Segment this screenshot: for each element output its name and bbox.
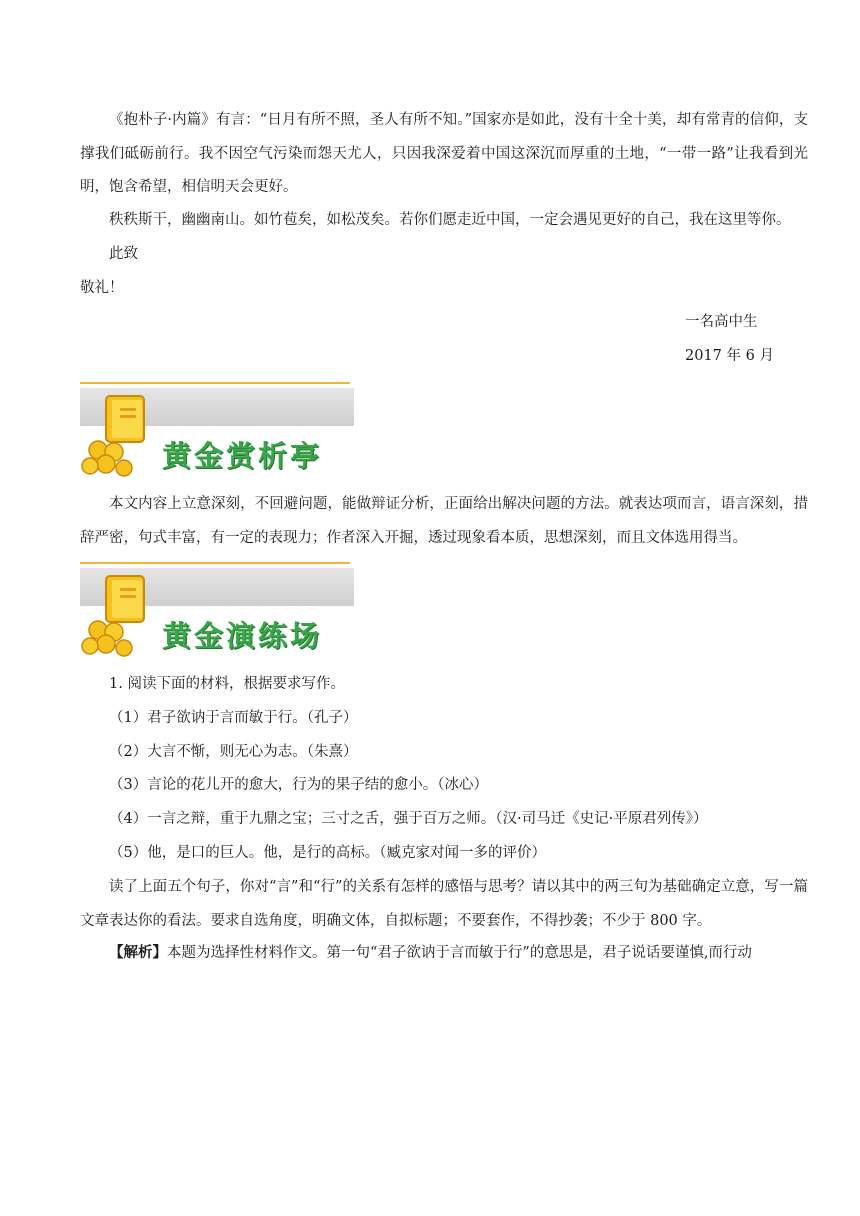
analysis-label: 【解析】 (109, 944, 167, 961)
analysis-text: 本题为选择性材料作文。第一句“君子欲讷于言而敏于行”的意思是，君子说话要谨慎,而行动 (167, 945, 752, 961)
banner-top-line (80, 382, 350, 384)
letter-closing-2: 敬礼！ (80, 280, 124, 296)
practice-question: 1. 阅读下面的材料，根据要求写作。 (109, 676, 345, 692)
appreciation-banner-title: 黄金赏析亭 (162, 439, 323, 473)
material-item-3: （3）言论的花儿开的愈大，行为的果子结的愈小。（冰心） (109, 777, 488, 793)
letter-closing-1: 此致 (109, 246, 138, 262)
appreciation-banner (80, 382, 356, 482)
banner-top-line (80, 562, 350, 564)
material-item-2: （2）大言不惭，则无心为志。（朱熹） (109, 744, 358, 760)
material-item-1: （1）君子欲讷于言而敏于行。（孔子） (109, 710, 358, 726)
analysis-line (80, 943, 752, 963)
book-coins-icon (80, 390, 158, 478)
practice-banner (80, 562, 356, 662)
book-coins-icon (80, 570, 158, 658)
letter-date: 2017 年 6 月 (685, 348, 774, 364)
appreciation-text: 本文内容上立意深刻，不回避问题，能做辩证分析，正面给出解决问题的方法。就表达项而言，语言深刻，措辞严密，句式丰富，有一定的表现力；作者深入开掘，透过现象看本质，思想深刻，而且文体选用得当。 (80, 496, 808, 546)
material-item-4: （4）一言之辩，重于九鼎之宝；三寸之舌，强于百万之师。（汉·司马迁《史记·平原君列传》） (109, 811, 708, 827)
practice-banner-title: 黄金演练场 (162, 619, 323, 653)
letter-paragraph-1: 《抱朴子·内篇》有言：“日月有所不照，圣人有所不知。”国家亦是如此，没有十全十美，却有常青的信仰，支撑我们砥砺前行。我不因空气污染而怨天尤人，只因我深爱着中国这深沉而厚重的土地，“一带一路”让我看到光明，饱含希望，相信明天会更好。 (80, 112, 808, 195)
letter-signature: 一名高中生 (685, 314, 758, 330)
practice-requirement: 读了上面五个句子，你对“言”和“行”的关系有怎样的感悟与思考？请以其中的两三句为基础确定立意，写一篇文章表达你的看法。要求自选角度，明确文体，自拟标题；不要套作，不得抄袭；不少于 800 字。 (80, 879, 808, 929)
letter-paragraph-2: 秩秩斯干，幽幽南山。如竹苞矣，如松茂矣。若你们愿走近中国，一定会遇见更好的自己，我在这里等你。 (109, 212, 791, 228)
material-item-5: （5）他，是口的巨人。他，是行的高标。（臧克家对闻一多的评价） (109, 845, 546, 861)
